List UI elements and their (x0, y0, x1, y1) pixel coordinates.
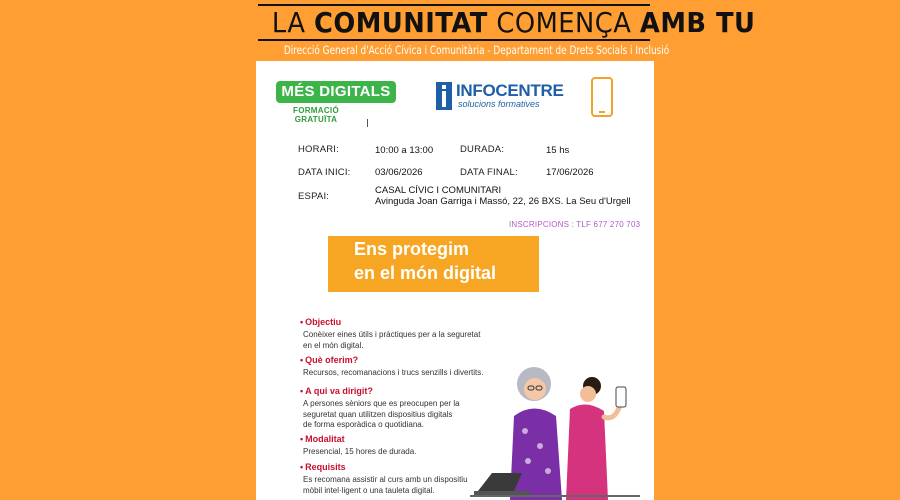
course-title-line-1: Ens protegim (354, 239, 470, 259)
headline-part-2: COMENÇA (487, 6, 640, 39)
flyer-sheet (256, 61, 654, 500)
smartphone-icon (591, 77, 613, 117)
section-heading: • A qui va dirigit? (300, 386, 460, 396)
section-heading: • Requisits (300, 462, 468, 472)
durada-value: 15 hs (546, 145, 570, 156)
section-heading: • Objectiu (300, 317, 480, 327)
section-heading: • Què oferim? (300, 355, 484, 365)
banner-subline: Direcció General d'Acció Cívica i Comunitària - Departament de Drets Socials i Inclusió (283, 43, 670, 57)
provider-subtitle: solucions formatives (458, 99, 540, 109)
espai-label: ESPAI: (298, 191, 330, 202)
section-body: A persones sèniors que es preocupen per la seguretat quan utilitzen dispositius digitals de forma esporàdica o quotidiana. (303, 399, 460, 429)
durada-label: DURADA: (460, 144, 505, 155)
woman-face (580, 386, 596, 402)
inscripcions-phone: INSCRIPCIONS : TLF 677 270 703 (509, 220, 641, 229)
section-body: Es recomana assistir al curs amb un dispositiu mòbil intel·ligent o una tauleta digital. (303, 475, 468, 495)
headline-bold-1: COMUNITAT (314, 6, 488, 39)
infocentre-logo-icon (436, 82, 452, 110)
course-title-box (328, 236, 539, 292)
section-modalitat (300, 434, 416, 458)
course-title-line-2: en el món digital (354, 263, 497, 283)
final-value: 17/06/2026 (546, 167, 594, 178)
espai-line-1: CASAL CÍVIC I COMUNITARI (375, 185, 502, 196)
section-body: Recursos, recomanacions i trucs senzills i divertits. (303, 368, 484, 377)
phone-in-hand-icon (616, 387, 626, 407)
program-subtitle: FORMACIÓ GRATUÏTA (293, 106, 339, 124)
section-requisits (300, 462, 468, 496)
divider (367, 119, 368, 127)
banner (256, 0, 756, 60)
section-que-oferim (300, 355, 484, 379)
grandmother-dress (510, 409, 562, 500)
headline-bold-2: AMB TU (639, 6, 756, 39)
woman-dress (566, 404, 608, 500)
seniors-illustration (470, 361, 640, 500)
provider-name: INFOCENTRE (456, 81, 564, 100)
inici-value: 03/06/2026 (375, 167, 423, 178)
section-heading: • Modalitat (300, 434, 416, 444)
espai-line-2: Avinguda Joan Garriga i Massó, 22, 26 BXS. La Seu d'Urgell (375, 196, 631, 207)
horari-label: HORARI: (298, 144, 339, 155)
grandmother-face (524, 378, 546, 400)
section-body: Presencial, 15 hores de durada. (303, 447, 417, 456)
banner-bottom-rule (258, 39, 650, 41)
horari-value: 10:00 a 13:00 (375, 145, 434, 156)
section-a-qui-va-dirigit (300, 386, 460, 431)
section-body: Conèixer eines útils i pràctiques per a la seguretat en el món digital. (303, 330, 481, 350)
headline-part-1: LA (271, 6, 315, 39)
final-label: DATA FINAL: (460, 167, 518, 178)
program-badge: MÉS DIGITALS (276, 81, 396, 103)
section-objectiu (300, 317, 480, 351)
headline (271, 6, 756, 40)
inici-label: DATA INICI: (298, 167, 351, 178)
